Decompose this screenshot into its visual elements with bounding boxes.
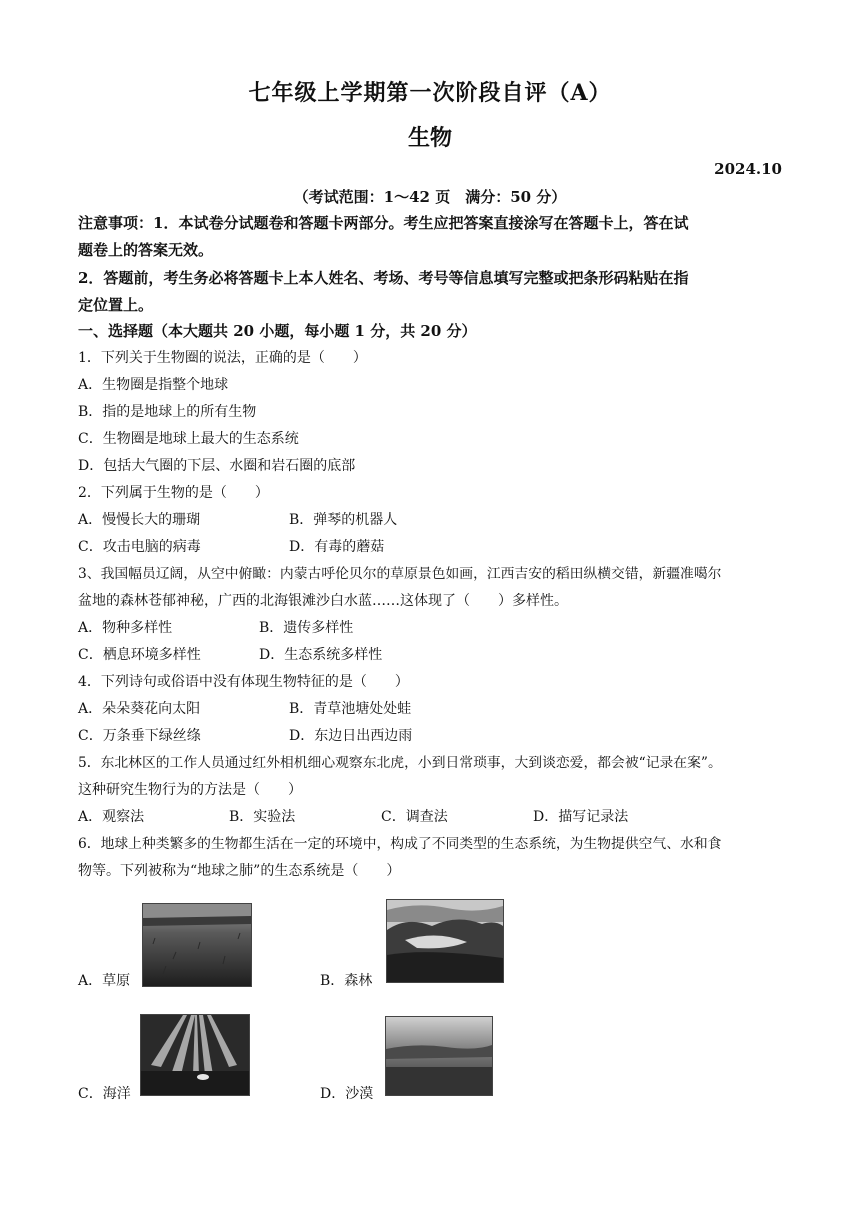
q6-option-d: D．沙漠 [320,1086,374,1102]
q6-stem-line-1: 6．地球上种类繁多的生物都生活在一定的环境中，构成了不同类型的生态系统，为生物提供空气、水和食 [78,836,722,852]
q4-option-c: C．万条垂下绿丝绦 [78,728,201,744]
q2-option-d: D．有毒的蘑菇 [289,539,385,555]
q2-option-c: C．攻击电脑的病毒 [78,539,201,555]
q3-stem-line-1: 3、我国幅员辽阔，从空中俯瞰：内蒙古呼伦贝尔的草原景色如画，江西吉安的稻田纵横交错，新疆准噶尔 [78,566,722,582]
notes-line-4: 定位置上。 [78,296,154,314]
q4-option-d: D．东边日出西边雨 [289,728,413,744]
q1-option-a: A．生物圈是指整个地球 [78,377,229,393]
q6-option-a: A．草原 [78,973,131,989]
desert-photo [385,1016,493,1096]
q6-option-c: C．海洋 [78,1086,131,1102]
q3-option-b: B．遗传多样性 [259,620,354,636]
q6-stem-line-2: 物等。下列被称为“地球之肺”的生态系统是（ ） [78,863,401,879]
q1-option-b: B．指的是地球上的所有生物 [78,404,257,420]
exam-title: 七年级上学期第一次阶段自评（A） [248,80,612,106]
exam-date: 2024.10 [714,160,782,178]
section-heading: 一、选择题（本大题共 20 小题，每小题 1 分，共 20 分） [78,322,477,340]
q3-option-d: D．生态系统多样性 [259,647,383,663]
ocean-photo [140,1014,250,1096]
exam-range: （考试范围：1～42 页 满分：50 分） [293,188,567,206]
grassland-photo [142,903,252,987]
q2-option-a: A．慢慢长大的珊瑚 [78,512,201,528]
q4-option-b: B．青草池塘处处蛙 [289,701,412,717]
q6-option-b: B．森林 [320,973,373,989]
q1-option-c: C．生物圈是地球上最大的生态系统 [78,431,299,447]
q2-option-b: B．弹琴的机器人 [289,512,398,528]
subject-title: 生物 [407,125,452,151]
q5-stem-line-1: 5．东北林区的工作人员通过红外相机细心观察东北虎，小到日常琐事，大到谈恋爱，都会被“记录在案”。 [78,755,722,771]
q3-option-a: A．物种多样性 [78,620,173,636]
q3-stem-line-2: 盆地的森林苍郁神秘，广西的北海银滩沙白水蓝……这体现了（ ）多样性。 [78,593,568,609]
q5-option-a: A．观察法 [78,809,145,825]
q5-option-c: C．调查法 [381,809,448,825]
q5-stem-line-2: 这种研究生物行为的方法是（ ） [78,782,302,798]
q2-stem: 2．下列属于生物的是（ ） [78,485,269,501]
notes-line-1: 注意事项：1．本试卷分试题卷和答题卡两部分。考生应把答案直接涂写在答题卡上，答在试 [78,214,689,232]
notes-line-2: 题卷上的答案无效。 [78,241,214,259]
notes-line-3: 2．答题前，考生务必将答题卡上本人姓名、考场、考号等信息填写完整或把条形码粘贴在指 [78,269,689,287]
q4-option-a: A．朵朵葵花向太阳 [78,701,201,717]
q5-option-b: B．实验法 [229,809,296,825]
q5-option-d: D．描写记录法 [533,809,629,825]
q1-stem: 1．下列关于生物圈的说法，正确的是（ ） [78,350,367,366]
q1-option-d: D．包括大气圈的下层、水圈和岩石圈的底部 [78,458,356,474]
q4-stem: 4．下列诗句或俗语中没有体现生物特征的是（ ） [78,674,409,690]
forest-photo [386,899,504,983]
q3-option-c: C．栖息环境多样性 [78,647,201,663]
